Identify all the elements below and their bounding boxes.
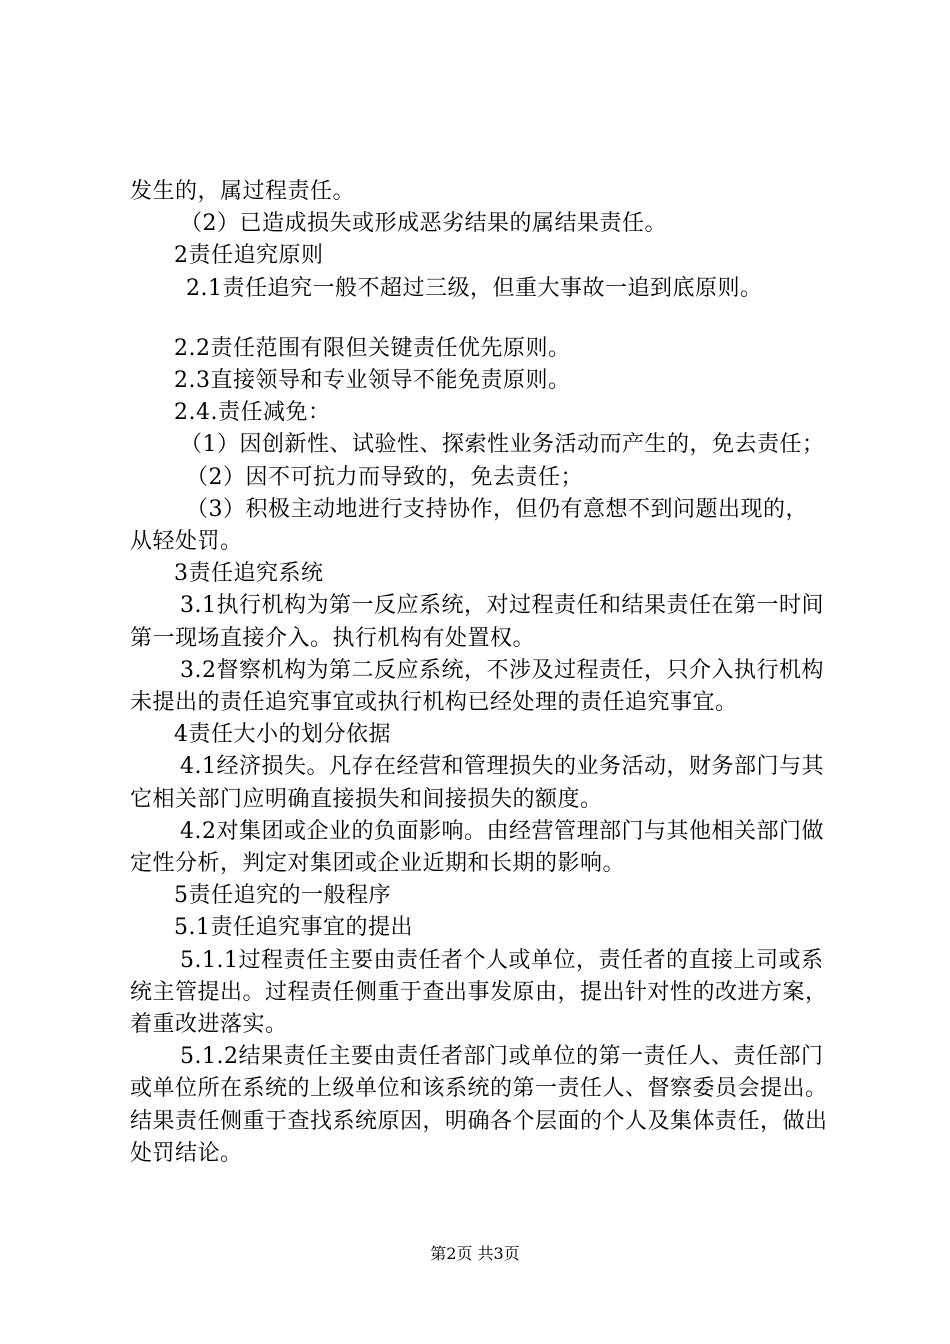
paragraph-2-2: 2.2责任范围有限但关键责任优先原则。 bbox=[174, 335, 571, 361]
paragraph-5-1-1: 5.1.1过程责任主要由责任者个人或单位，责任者的直接上司或系统主管提出。过程责任侧重于查出事发原由，提出针对性的改进方案，着重改进落实。 bbox=[130, 947, 828, 1038]
paragraph-exemption-3: （3）积极主动地进行支持协作，但仍有意想不到问题出现的，从轻处罚。 bbox=[130, 496, 808, 555]
paragraph-gap bbox=[130, 305, 830, 333]
paragraph-2-3: 2.3直接领导和专业领导不能免责原则。 bbox=[174, 368, 571, 394]
paragraph-4-2: 4.2对集团或企业的负面影响。由经营管理部门与其他相关部门做定性分析，判定对集团或企业近期和长期的影响。 bbox=[130, 818, 824, 877]
paragraph-3-1: 3.1执行机构为第一反应系统，对过程责任和结果责任在第一时间第一现场直接介入。执行机构有处置权。 bbox=[130, 593, 824, 651]
paragraph-exemption-1: （1）因创新性、试验性、探索性业务活动而产生的，免去责任； bbox=[180, 432, 825, 458]
paragraph-3-2: 3.2督察机构为第二反应系统，不涉及过程责任，只介入执行机构未提出的责任追究事宜或执行机构已经处理的责任追究事宜。 bbox=[130, 657, 824, 716]
paragraph-exemption-2: （2）因不可抗力而导致的，免去责任； bbox=[186, 464, 583, 490]
page-number-footer: 第2页 共3页 bbox=[430, 1244, 520, 1263]
paragraph-4-1: 4.1经济损失。凡存在经营和管理损失的业务活动，财务部门与其它相关部门应明确直接损失和间接损失的额度。 bbox=[130, 754, 824, 812]
section-heading-5: 5责任追究的一般程序 bbox=[174, 883, 391, 909]
document-body bbox=[130, 176, 830, 1170]
section-heading-4: 4责任大小的划分依据 bbox=[174, 722, 391, 748]
paragraph-2-4: 2.4.责任减免： bbox=[174, 400, 331, 426]
section-heading-2: 2责任追究原则 bbox=[174, 243, 324, 269]
paragraph-5-1: 5.1责任追究事宜的提出 bbox=[174, 915, 413, 941]
paragraph-2-1: 2.1责任追究一般不超过三级，但重大事故一追到底原则。 bbox=[186, 275, 763, 301]
paragraph-continuation: 发生的，属过程责任。 bbox=[130, 179, 356, 204]
paragraph-5-1-2: 5.1.2结果责任主要由责任者部门或单位的第一责任人、责任部门或单位所在系统的上级单位和该系统的第一责任人、督察委员会提出。结果责任侧重于查找系统原因，明确各个层面的个人及集体责任，做出处罚结论。 bbox=[130, 1044, 828, 1166]
section-heading-3: 3责任追究系统 bbox=[174, 561, 324, 587]
paragraph-result-responsibility: （2）已造成损失或形成恶劣结果的属结果责任。 bbox=[180, 211, 667, 237]
